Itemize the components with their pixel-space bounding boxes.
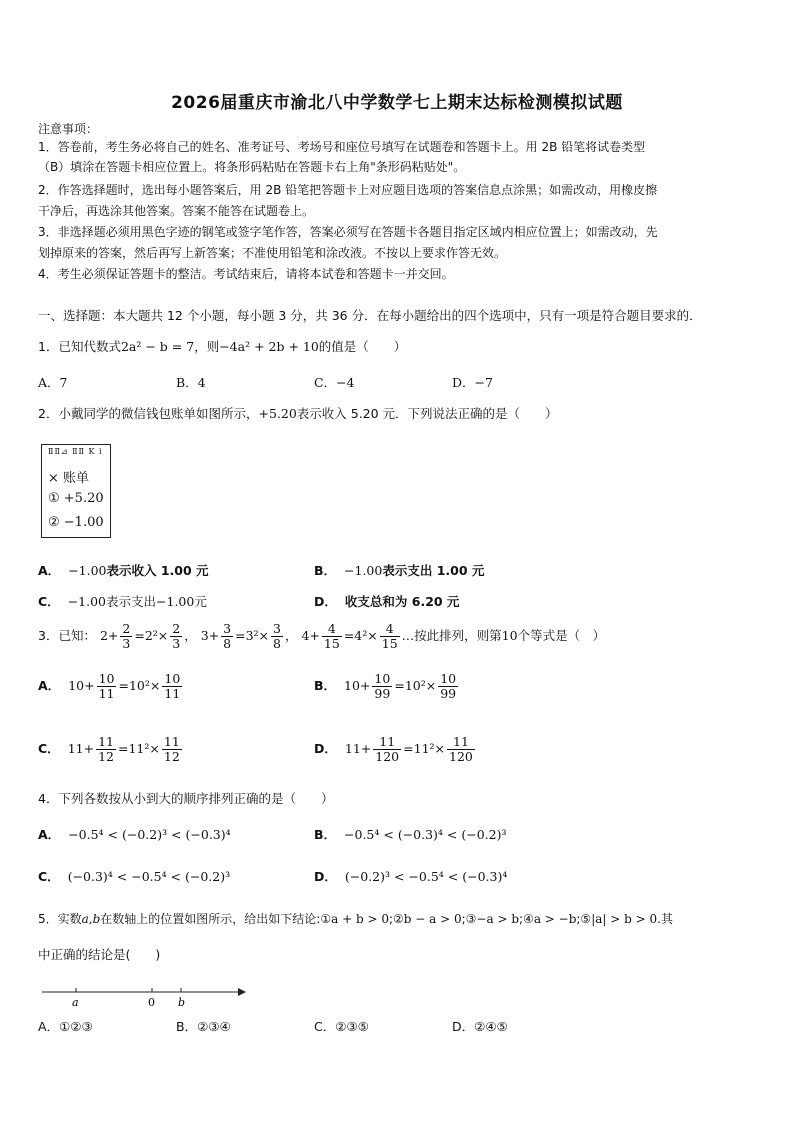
q2-option-c-value: −1.00 — [67, 594, 106, 609]
q2-option-d-text: 收支总和为 6.20 元 — [344, 594, 460, 609]
q3-example-3: 4+ $\frac{4}{15}$ =4²× $\frac{4}{15}$ — [301, 621, 398, 651]
q5-option-c[interactable]: C．②③⑤ — [314, 1019, 369, 1034]
q1-option-b[interactable]: B．4 — [176, 375, 206, 390]
question-5-stem-line-1: 5．实数a,b在数轴上的位置如图所示，给出如下结论:①a + b > 0;②b − a > 0;③−a > b;④a > −b;⑤|a| > b > 0.其 — [38, 912, 673, 926]
q3-example-1: 2+ $\frac{2}{3}$ =2²× $\frac{2}{3}$ — [99, 621, 181, 651]
question-4-stem: 4．下列各数按从小到大的顺序排列正确的是（ ） — [38, 791, 334, 806]
note-line-5: 3．非选择题必须用黑色字迹的钢笔或签字笔作答，答案必须写在答题卡各题目指定区域内相应位置上；如需改动，先 — [38, 225, 658, 239]
question-2-stem — [38, 405, 756, 423]
q3-n: 10 — [501, 628, 518, 643]
wallet-status-bar: ⅡⅡ⊿ ⅡⅡ K ⅰ — [48, 447, 103, 456]
q2-option-b-text: 表示支出 1.00 元 — [382, 563, 485, 578]
q2-option-d-label: D． — [314, 594, 337, 609]
q2-option-c[interactable] — [38, 593, 207, 611]
notes-heading: 注意事项： — [38, 122, 99, 136]
q2-stem-c: 表示收入 5.20 元．下列说法正确的是（ ） — [296, 406, 558, 421]
q3-option-d[interactable]: D． 11+ $\frac{11}{120}$ =11²× $\frac{11}{120}$ — [314, 734, 473, 764]
wallet-row-expense: ② −1.00 — [48, 515, 104, 530]
q3-example-2: 3+ $\frac{3}{8}$ =3²× $\frac{3}{8}$ — [200, 621, 281, 651]
q2-option-a-value: −1.00 — [68, 563, 107, 578]
q5-option-d[interactable]: D．②④⑤ — [452, 1019, 508, 1034]
q5-option-a[interactable]: A．①②③ — [38, 1019, 93, 1034]
q1-option-c[interactable]: C．−4 — [314, 375, 355, 390]
q1-mid: ，则 — [194, 339, 220, 354]
q4-option-b[interactable]: B． −0.5⁴ < (−0.3)⁴ < (−0.2)³ — [314, 827, 507, 842]
wallet-row-income: ① +5.20 — [48, 491, 104, 506]
question-5-stem-line-2: 中正确的结论是( ) — [38, 947, 161, 962]
page-title: 2026届重庆市渝北八中学数学七上期末达标检测模拟试题 — [171, 93, 623, 113]
q1-option-d[interactable]: D．−7 — [452, 375, 493, 390]
q2-option-b-label: B． — [314, 563, 337, 578]
label-b: b — [178, 996, 186, 1009]
q2-stem-a: 2．小戴同学的微信钱包账单如图所示， — [38, 406, 259, 421]
q2-option-a-text: 表示收入 1.00 元 — [106, 563, 209, 578]
wallet-bill-image — [41, 444, 111, 538]
q2-option-b-value: −1.00 — [344, 563, 383, 578]
q2-option-c-label: C． — [38, 594, 60, 609]
q3-option-b[interactable]: B． 10+ $\frac{10}{99}$ =10²× $\frac{10}{99}$ — [314, 671, 457, 701]
q2-option-c-text2: 元 — [194, 594, 207, 609]
wallet-title: × 账单 — [48, 471, 90, 486]
number-line-figure — [38, 980, 248, 1010]
q2-stem-value: +5.20 — [258, 406, 297, 421]
question-3-stem: 3．已知： 2+ $\frac{2}{3}$ =2²× $\frac{2}{3}$ ， 3+ $\frac{3}{8}$ =3²× $\frac{3}{8}$ ， 4+ $\frac{4}{15}$ =4²× $\frac{4}{15}$ …按此排列，则第10个等式是（ ） — [38, 621, 606, 651]
note-line-2: （B）填涂在答题卡相应位置上。将条形码粘贴在答题卡右上角"条形码粘贴处"。 — [38, 160, 466, 174]
q3-suffix: …按此排列，则第 — [401, 628, 502, 643]
q4-option-a[interactable]: A． −0.5⁴ < (−0.2)³ < (−0.3)⁴ — [38, 827, 231, 842]
q2-option-a[interactable] — [38, 562, 209, 580]
note-line-1: 1．答卷前，考生务必将自己的姓名、准考证号、考场号和座位号填写在试题卷和答题卡上。用 2B 铅笔将试卷类型 — [38, 140, 646, 154]
q2-option-c-value2: −1.00 — [156, 594, 195, 609]
q2-option-a-label: A． — [38, 563, 61, 578]
q4-option-c[interactable]: C． (−0.3)⁴ < −0.5⁴ < (−0.2)³ — [38, 869, 231, 884]
q2-option-b[interactable] — [314, 562, 484, 580]
number-line-arrow — [238, 988, 246, 996]
q3-option-c[interactable]: C． 11+ $\frac{11}{12}$ =11²× $\frac{11}{12}$ — [38, 734, 180, 764]
section-heading: 一、选择题：本大题共 12 个小题，每小题 3 分，共 36 分．在每小题给出的四个选项中，只有一项是符合题目要求的． — [38, 308, 702, 323]
note-line-7: 4．考生必须保证答题卡的整洁。考试结束后，请将本试卷和答题卡一并交回。 — [38, 267, 454, 281]
q3-prefix: 3．已知： — [38, 628, 96, 643]
label-a: a — [72, 996, 79, 1009]
q1-expression: −4a² + 2b + 10 — [219, 339, 319, 354]
q1-prefix: 1．已知代数式 — [38, 339, 121, 354]
q1-option-a[interactable]: A．7 — [38, 375, 68, 390]
q5-option-b[interactable]: B．②③④ — [176, 1019, 231, 1034]
q4-option-d[interactable]: D． (−0.2)³ < −0.5⁴ < (−0.3)⁴ — [314, 869, 508, 884]
q1-condition: 2a² − b = 7 — [120, 339, 195, 354]
note-line-3: 2．作答选择题时，选出每小题答案后，用 2B 铅笔把答题卡上对应题目选项的答案信息点涂黑；如需改动，用橡皮擦 — [38, 183, 658, 197]
label-zero: 0 — [148, 996, 155, 1009]
q3-suffix2: 个等式是（ ） — [517, 628, 606, 643]
question-1-stem — [38, 338, 756, 356]
q2-option-c-text: 表示支出 — [106, 594, 157, 609]
note-line-6: 划掉原来的答案，然后再写上新答案；不准使用铅笔和涂改液。不按以上要求作答无效。 — [38, 246, 507, 260]
q3-option-a[interactable]: A． 10+ $\frac{10}{11}$ =10²× $\frac{10}{11}$ — [38, 671, 181, 701]
q2-option-d[interactable] — [314, 593, 459, 611]
q1-suffix: 的值是（ ） — [318, 339, 407, 354]
note-line-4: 干净后，再选涂其他答案。答案不能答在试题卷上。 — [38, 204, 315, 218]
